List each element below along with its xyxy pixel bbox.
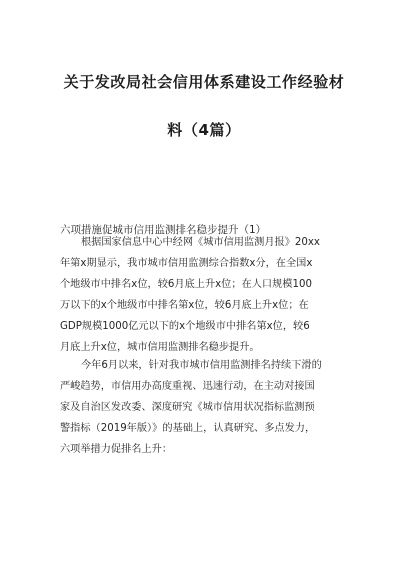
body-paragraph-2 xyxy=(60,355,360,460)
document-title-line-2: 料（4篇） xyxy=(167,121,241,139)
paragraph-line: 今年6月以来，针对我市城市信用监测排名持续下滑的 xyxy=(81,360,322,371)
paragraph-line: 严峻趋势，市信用办高度重视、迅速行动，在主动对接国 xyxy=(60,381,315,392)
paragraph-line: 个地级市中排名x位，较6月底上升x位；在人口规模100 xyxy=(60,279,312,290)
paragraph-line: GDP规模1000亿元以下的x个地级市中排名第x位，较6 xyxy=(60,321,310,332)
paragraph-line: 六项举措力促排名上升： xyxy=(60,444,173,455)
paragraph-line: 根据国家信息中心中经网《城市信用监测月报》20xx xyxy=(81,237,320,248)
body-paragraph-1 xyxy=(60,232,360,358)
paragraph-line: 月底上升x位，城市信用监测排名稳步提升。 xyxy=(60,342,260,353)
section-subheading: 六项措施促城市信用监测排名稳步提升（1） xyxy=(60,224,267,236)
paragraph-line: 警指标（2019年版）》的基础上，认真研究、多点发力， xyxy=(60,423,316,434)
document-title-line-1: 关于发改局社会信用体系建设工作经验材 xyxy=(63,73,345,91)
paragraph-line: 年第x期显示，我市城市信用监测综合指数x分，在全国x xyxy=(60,258,313,269)
paragraph-line: 家及自治区发改委、深度研究《城市信用状况指标监测预 xyxy=(60,402,315,413)
paragraph-line: 万以下的x个地级市中排名第x位，较6月底上升x位；在 xyxy=(60,300,309,311)
